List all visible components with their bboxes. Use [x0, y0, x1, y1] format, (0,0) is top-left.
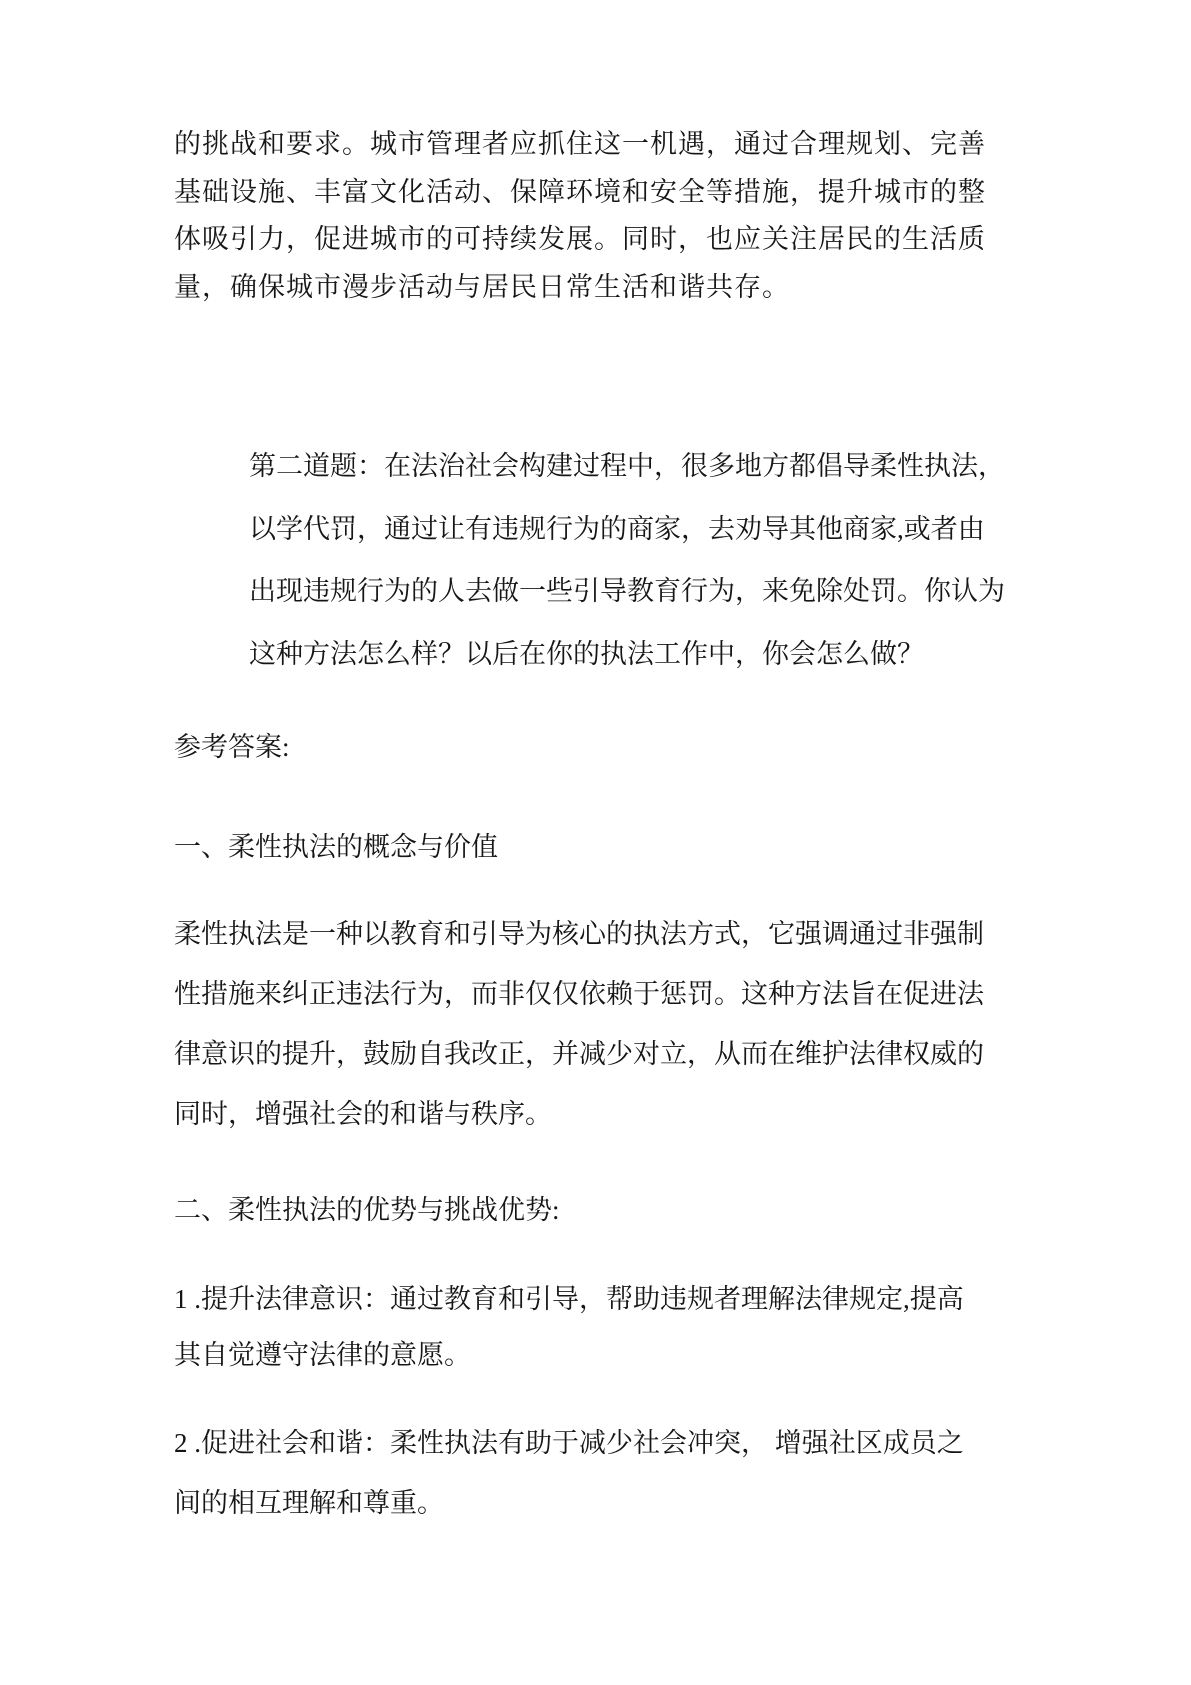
paragraph-line: 基础设施、丰富文化活动、保障环境和安全等措施，提升城市的整: [174, 176, 986, 207]
section2-heading-text: 二、柔性执法的优势与挑战优势:: [174, 1195, 560, 1225]
paragraph-line: 的挑战和要求。城市管理者应抓住这一机遇，通过合理规划、完善: [174, 129, 986, 159]
list-item: [174, 1271, 964, 1383]
list-item-line: 其自觉遵守法律的意愿。: [174, 1340, 471, 1370]
section2-heading: [174, 1190, 560, 1230]
section1-heading: [174, 827, 498, 867]
reference-answer-label: [174, 727, 290, 767]
list-item: [174, 1413, 964, 1533]
paragraph-line: 同时，增强社会的和谐与秩序。: [174, 1099, 552, 1129]
question-block: [249, 435, 1005, 685]
list-item-line: 2 .促进社会和谐：柔性执法有助于减少社会冲突， 增强社区成员之: [174, 1428, 964, 1458]
question-line: 出现违规行为的人去做一些引导教育行为，来免除处罚。你认为: [249, 576, 1005, 606]
paragraph-line: 性措施来纠正违法行为，而非仅仅依赖于惩罚。这种方法旨在促进法: [174, 979, 984, 1009]
paragraph-line: 律意识的提升，鼓励自我改正，并减少对立，从而在维护法律权威的: [174, 1039, 984, 1069]
section1-paragraph: [174, 904, 984, 1144]
answer-label-text: 参考答案:: [174, 732, 290, 762]
paragraph-line: 体吸引力，促进城市的可持续发展。同时，也应关注居民的生活质: [174, 224, 986, 254]
list-item-line: 1 .提升法律意识：通过教育和引导，帮助违规者理解法律规定,提高: [174, 1284, 964, 1314]
paragraph-line: 量，确保城市漫步活动与居民日常生活和谐共存。: [174, 271, 790, 302]
paragraph-line: 柔性执法是一种以教育和引导为核心的执法方式，它强调通过非强制: [174, 919, 984, 949]
question-line: 以学代罚，通过让有违规行为的商家，去劝导其他商家,或者由: [249, 513, 985, 544]
list-item-line: 间的相互理解和尊重。: [174, 1488, 444, 1518]
intro-paragraph: [174, 121, 986, 311]
section1-heading-text: 一、柔性执法的概念与价值: [174, 832, 498, 862]
question-line: 这种方法怎么样？以后在你的执法工作中，你会怎么做？: [249, 638, 924, 669]
question-line: 第二道题：在法治社会构建过程中，很多地方都倡导柔性执法，: [249, 451, 1005, 481]
